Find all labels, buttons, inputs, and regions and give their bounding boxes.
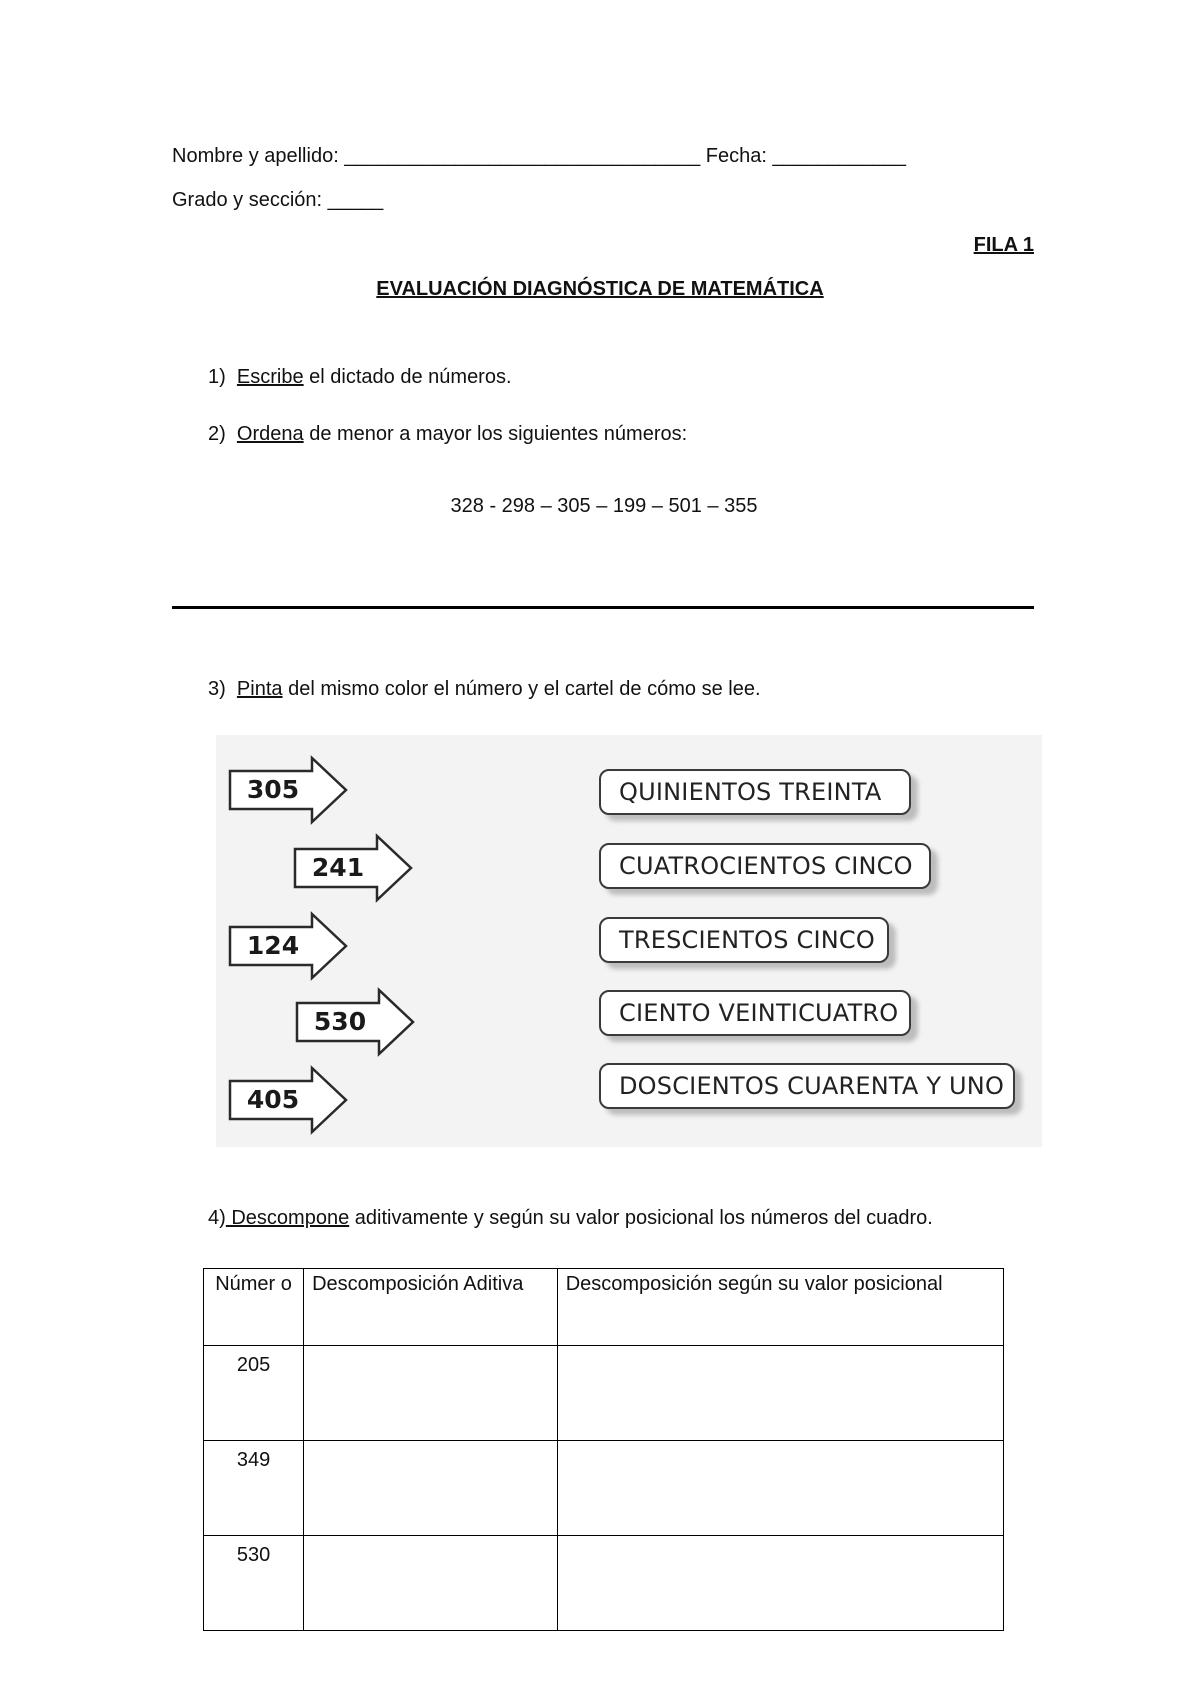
- page-title: EVALUACIÓN DIAGNÓSTICA DE MATEMÁTICA: [376, 278, 824, 300]
- question-number: 4): [208, 1207, 226, 1229]
- reading-card[interactable]: DOSCIENTOS CUARENTA Y UNO: [599, 1063, 1015, 1109]
- table-row: [204, 1536, 1004, 1631]
- header-positional: Descomposición según su valor posicional: [557, 1269, 1003, 1346]
- question-number: 3): [208, 678, 226, 700]
- answer-cell-additive[interactable]: [304, 1346, 558, 1441]
- matching-illustration: [216, 735, 1042, 1147]
- table-header-row: [204, 1269, 1004, 1346]
- question-text: de menor a mayor los siguientes números:: [303, 423, 688, 445]
- section-divider: [172, 606, 1034, 609]
- arrow-number: 124: [246, 931, 300, 960]
- question-text: el dictado de números.: [303, 366, 512, 388]
- question-verb: Ordena: [236, 423, 304, 445]
- row-number: 530: [204, 1536, 304, 1631]
- arrow-number: 305: [246, 775, 300, 804]
- question-2: [208, 422, 687, 446]
- answer-cell-positional[interactable]: [557, 1536, 1003, 1631]
- reading-card[interactable]: TRESCIENTOS CINCO: [599, 917, 889, 963]
- fila-label: FILA 1: [973, 234, 1034, 256]
- number-sequence: 328 - 298 – 305 – 199 – 501 – 355: [450, 495, 758, 517]
- question-verb: Escribe: [236, 366, 304, 388]
- reading-card[interactable]: CUATROCIENTOS CINCO: [599, 843, 931, 889]
- question-number: 1): [208, 366, 226, 388]
- name-date-line: Nombre y apellido: ________________________________ Fecha: ____________: [172, 145, 906, 167]
- question-4: [208, 1206, 933, 1230]
- table-row: [204, 1441, 1004, 1536]
- reading-card[interactable]: QUINIENTOS TREINTA: [599, 769, 911, 815]
- answer-cell-positional[interactable]: [557, 1346, 1003, 1441]
- number-arrow[interactable]: [226, 755, 354, 825]
- question-verb: Descompone: [225, 1207, 350, 1229]
- question-text: aditivamente y según su valor posicional los números del cuadro.: [349, 1207, 933, 1229]
- question-number: 2): [208, 423, 226, 445]
- grade-section-line: Grado y sección: _____: [172, 189, 384, 211]
- question-text: del mismo color el número y el cartel de cómo se lee.: [282, 678, 761, 700]
- question-1: [208, 365, 512, 389]
- answer-cell-additive[interactable]: [304, 1536, 558, 1631]
- question-verb: Pinta: [236, 678, 283, 700]
- arrow-number: 530: [313, 1007, 367, 1036]
- number-arrow[interactable]: [226, 1065, 354, 1135]
- number-arrow[interactable]: [226, 911, 354, 981]
- number-arrow[interactable]: [291, 833, 419, 903]
- reading-card[interactable]: CIENTO VEINTICUATRO: [599, 990, 911, 1036]
- question-3: [208, 677, 761, 701]
- number-arrow[interactable]: [293, 987, 421, 1057]
- answer-cell-additive[interactable]: [304, 1441, 558, 1536]
- row-number: 205: [204, 1346, 304, 1441]
- table-row: [204, 1346, 1004, 1441]
- arrow-number: 405: [246, 1085, 300, 1114]
- header-additive: Descomposición Aditiva: [304, 1269, 558, 1346]
- answer-cell-positional[interactable]: [557, 1441, 1003, 1536]
- row-number: 349: [204, 1441, 304, 1536]
- decomposition-table: [203, 1268, 1004, 1631]
- arrow-number: 241: [311, 853, 365, 882]
- header-number: Númer o: [204, 1269, 304, 1346]
